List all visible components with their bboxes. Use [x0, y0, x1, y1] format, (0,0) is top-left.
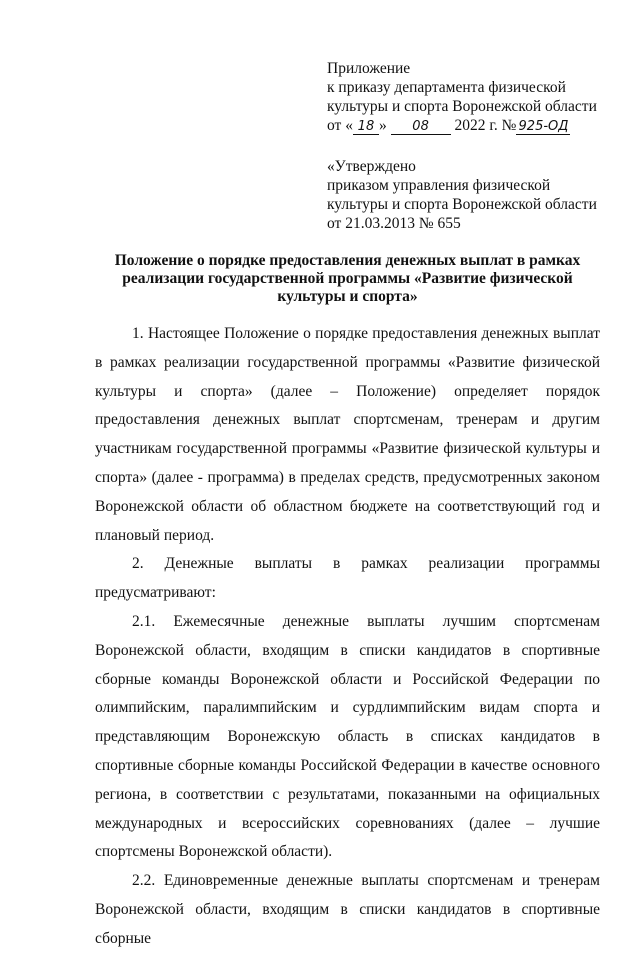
date-mid: » — [378, 117, 387, 134]
approved-department-line: культуры и спорта Воронежской области — [327, 196, 597, 213]
appendix-order-line: к приказу департамента физической — [327, 79, 566, 96]
date-prefix: от « — [327, 117, 353, 134]
approved-title: «Утверждено — [327, 158, 416, 175]
paragraph-1: 1. Настоящее Положение о порядке предоставления денежных выплат в рамках реализации государственной программы «Развитие физической культуры и спорта» (далее – Положение) определяет порядок предоставления денежных выплат спортсменам, тренерам и другим участникам государственной программы «Развитие физической культуры и спорта» (далее - программа) в пределах средств, предусмотренных законом Воронежской области об областном бюджете на соответствующий год и плановый период. — [95, 325, 600, 544]
document-title: Положение о порядке предоставления денежных выплат в рамках реализации государственной программы «Развитие физической культуры и спорта» — [114, 252, 581, 305]
order-number-handwritten: 925-ОД — [516, 120, 570, 135]
date-day-handwritten: 18 — [353, 120, 379, 135]
date-year: 2022 г. № — [454, 117, 517, 134]
paragraph-2-1: 2.1. Ежемесячные денежные выплаты лучшим спортсменам Воронежской области, входящим в списки кандидатов в спортивные сборные команды Воронежской области и Российской Федерации по олимпийским, паралимпийским и сурдлимпийским видам спорта и представляющим Воронежскую область в списках кандидатов в спортивные сборные команды Российской Федерации в качестве основного региона, в соответствии с результатами, показанными на официальных международных и всероссийских соревнованиях (далее – лучшие спортсмены Воронежской области). — [95, 612, 600, 861]
appendix-title: Приложение — [327, 60, 411, 77]
paragraph-2: 2. Денежные выплаты в рамках реализации программы предусматривают: — [95, 555, 600, 602]
document-body — [95, 320, 600, 954]
paragraph-2-2: 2.2. Единовременные денежные выплаты спортсменам и тренерам Воронежской области, входящим в списки кандидатов в спортивные сборные — [95, 872, 600, 947]
approved-order-line: приказом управления физической — [327, 177, 551, 194]
appendix-block — [327, 59, 597, 135]
appendix-date-line — [327, 116, 597, 135]
date-month-handwritten: 08 — [391, 120, 451, 135]
appendix-department-line: культуры и спорта Воронежской области — [327, 98, 597, 115]
approved-date-line: от 21.03.2013 № 655 — [327, 215, 461, 232]
approved-block — [327, 157, 597, 233]
